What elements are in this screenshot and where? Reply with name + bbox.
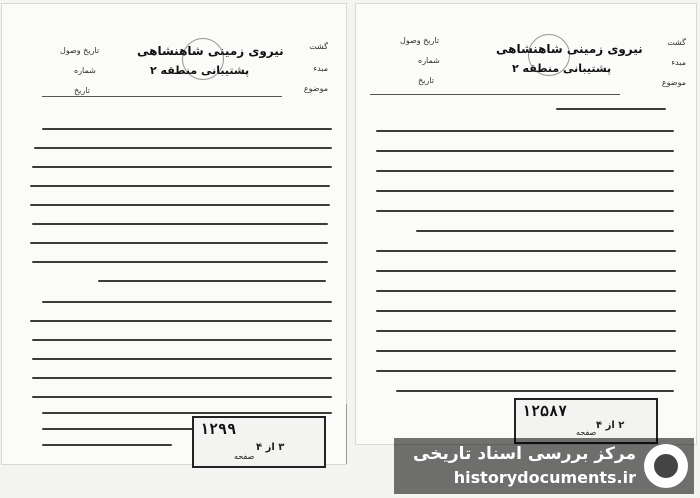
archive-logo-icon	[644, 444, 688, 488]
left-page-of: ۳ از ۴	[256, 442, 285, 453]
watermark-title: مرکز بررسی اسناد تاریخی	[413, 444, 636, 464]
right-field-subject: موضوع	[661, 78, 686, 87]
left-field-from: گشت	[309, 42, 328, 51]
right-page-of: ۲ از ۴	[596, 420, 625, 431]
left-field-date-received: تاریخ وصول	[60, 46, 100, 55]
left-stamp-label: صفحه	[234, 452, 255, 461]
right-org-name: نیروی زمینی شاهنشاهی	[496, 42, 643, 56]
right-page	[356, 4, 696, 444]
right-seal	[528, 34, 570, 76]
left-field-source: مبدء	[313, 64, 328, 73]
right-field-from: گشت	[667, 38, 686, 47]
left-field-subject: موضوع	[303, 84, 328, 93]
left-page	[2, 4, 346, 464]
left-page-stamp	[192, 416, 326, 468]
right-field-date-received: تاریخ وصول	[400, 36, 440, 45]
left-field-date: تاریخ	[74, 86, 90, 95]
left-stamp-number: ۱۲۹۹	[200, 420, 237, 438]
left-seal	[182, 38, 224, 80]
right-stamp-label: صفحه	[576, 428, 597, 437]
watermark-banner	[394, 438, 694, 494]
left-unit-name: پشتیبانی منطقه ۲	[150, 64, 250, 77]
watermark-url: historydocuments.ir	[453, 468, 636, 487]
right-field-source: مبدء	[671, 58, 686, 67]
right-stamp-number: ۱۲۵۸۷	[522, 402, 568, 420]
right-field-number: شماره	[418, 56, 440, 65]
left-field-number: شماره	[74, 66, 96, 75]
right-field-date: تاریخ	[418, 76, 434, 85]
left-org-name: نیروی زمینی شاهنشاهی	[137, 44, 284, 58]
right-unit-name: پشتیبانی منطقه ۲	[512, 62, 612, 75]
